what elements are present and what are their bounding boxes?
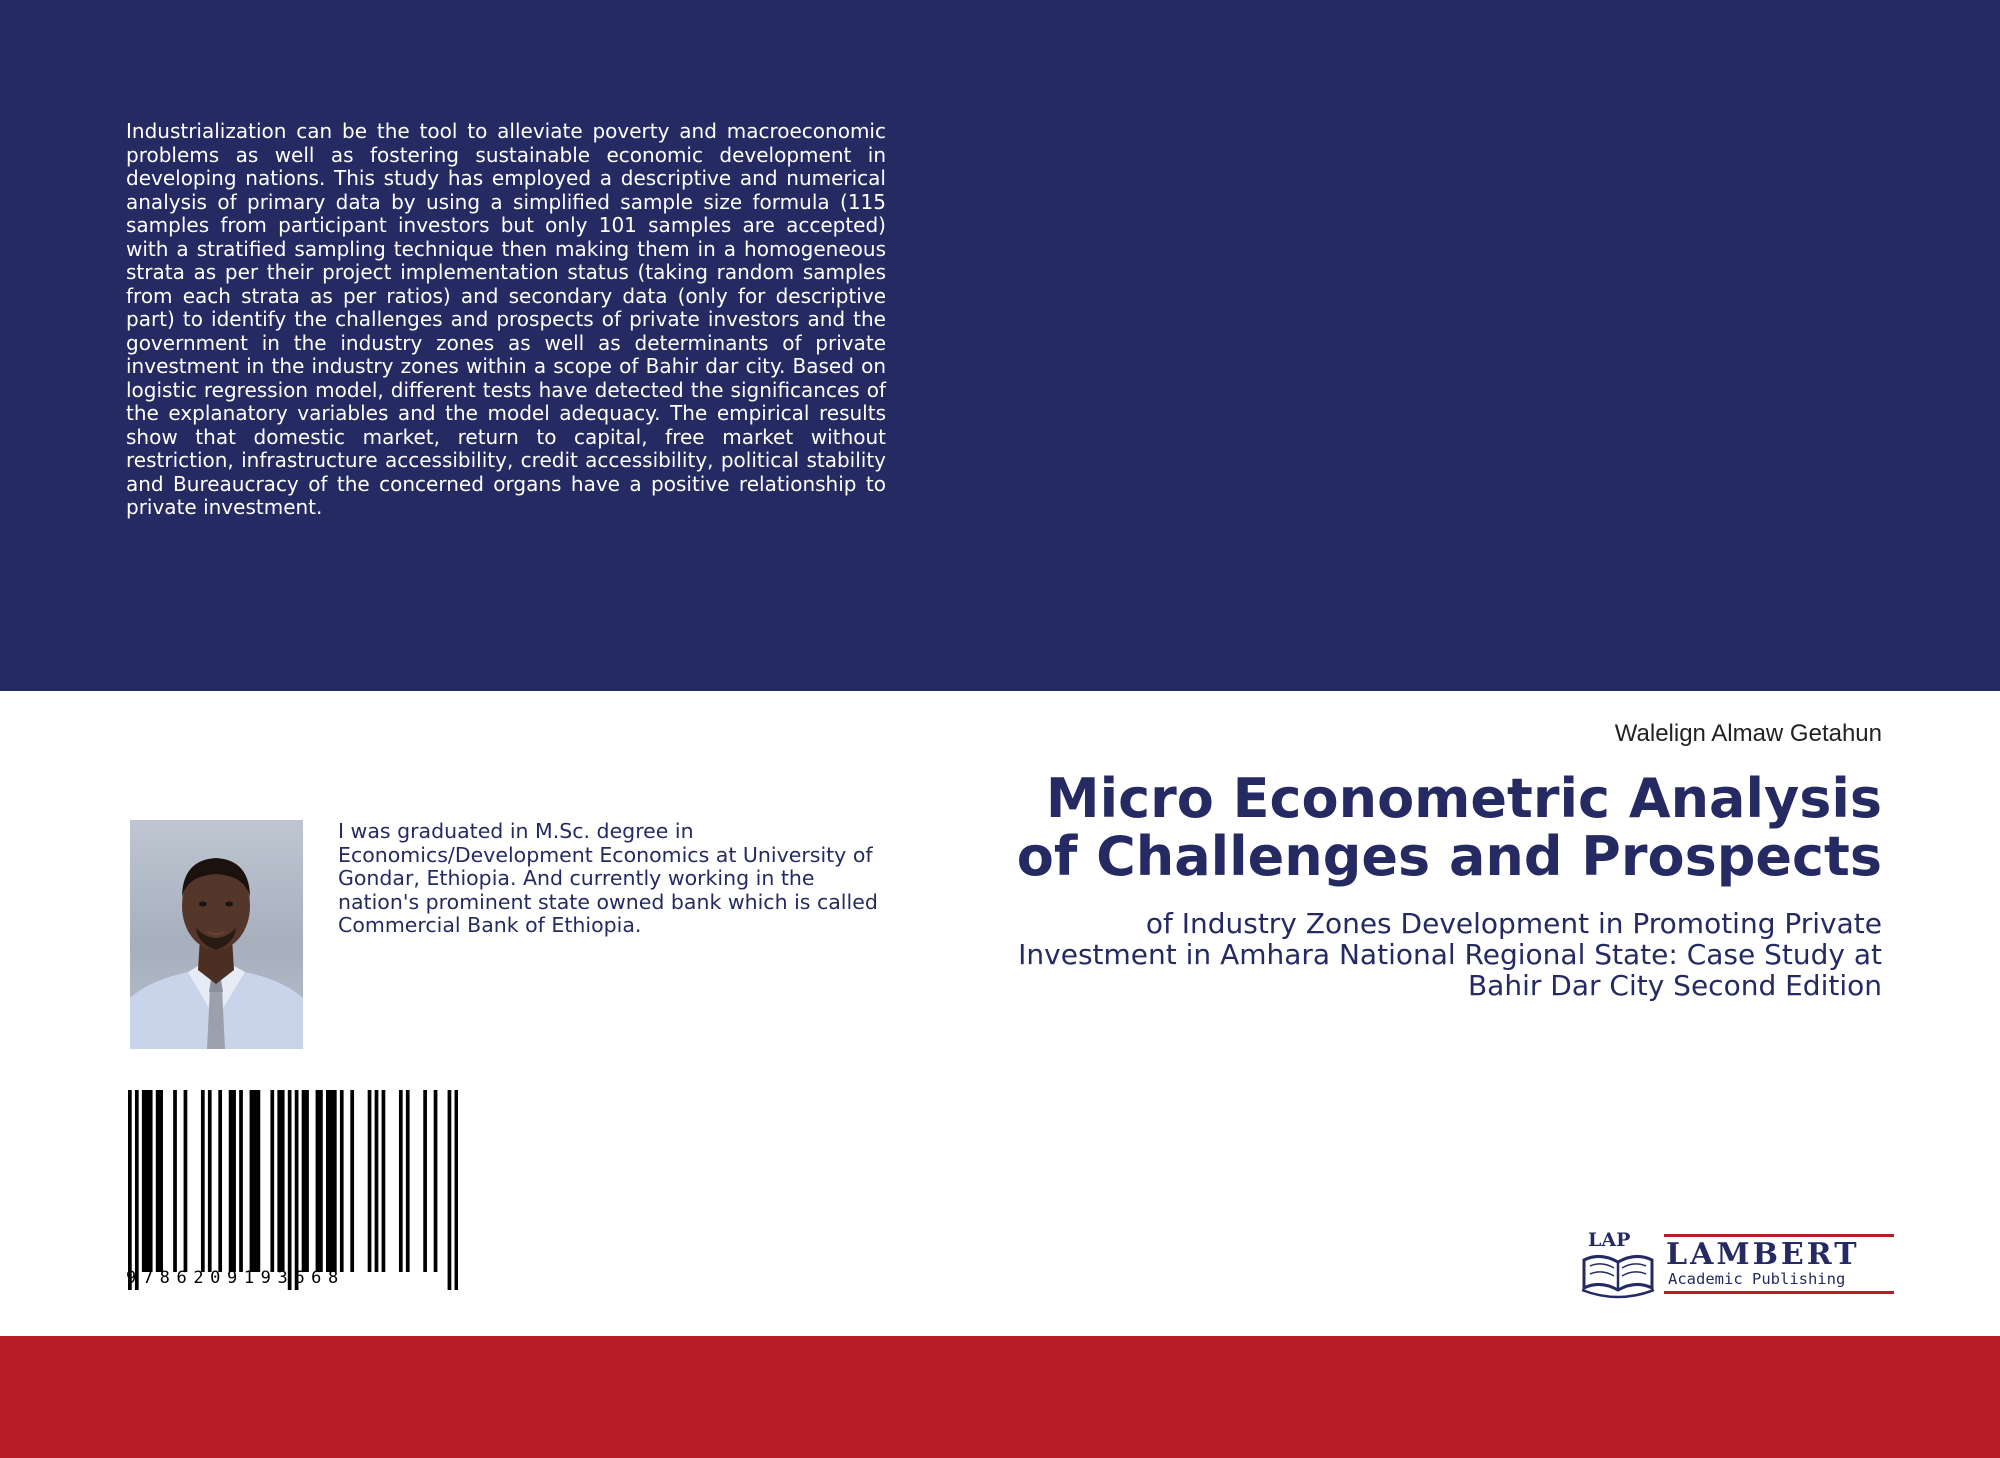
barcode-bar (368, 1090, 372, 1272)
barcode-bar (316, 1090, 320, 1272)
barcode-bar (253, 1090, 257, 1272)
barcode-bar (399, 1090, 403, 1272)
barcode-bar (375, 1090, 379, 1272)
barcode-bar (434, 1090, 438, 1272)
barcode-bar (326, 1090, 330, 1272)
barcode-bar (218, 1090, 222, 1272)
barcode-bar (350, 1090, 354, 1272)
publisher-name: LAMBERT (1666, 1237, 1860, 1272)
barcode-bar (257, 1090, 261, 1272)
barcode-bar (128, 1090, 132, 1290)
barcode-bar (208, 1090, 212, 1272)
barcode-bar (250, 1090, 254, 1272)
barcode-bar (295, 1090, 299, 1290)
barcode-bar (145, 1090, 149, 1272)
barcode-bar (329, 1090, 333, 1272)
book-title: Micro Econometric Analysis of Challenges and Prospects (1016, 767, 1882, 888)
barcode-bar (423, 1090, 427, 1272)
barcode-bar (239, 1090, 243, 1272)
barcode-bar (156, 1090, 160, 1272)
barcode-bar (149, 1090, 153, 1272)
barcode-bar (270, 1090, 274, 1272)
barcode-bar (333, 1090, 337, 1272)
barcode-bar (302, 1090, 306, 1272)
barcode-bar (277, 1090, 281, 1272)
portrait-photo (130, 820, 303, 1049)
barcode-bar (281, 1090, 285, 1272)
publisher-logo (1578, 1224, 1900, 1304)
barcode-bar (142, 1090, 146, 1272)
barcode-bar (229, 1090, 233, 1272)
barcode-bar (232, 1090, 236, 1272)
barcode-bar (455, 1090, 458, 1290)
back-cover-blurb: Industrialization can be the tool to alleviate poverty and macroeconomic problems as well as fostering sustainable economic development in developing nations. This study has employed a descriptive and numerical analysis of primary data by using a simplified sample size formula (115 samples from participant investors but only 101 samples are accepted) with a stratified sampling technique then making them in a homogeneous strata as per their project implementation status (taking random samples from each strata as per ratios) and secondary data (only for descriptive part) to identify the challenges and prospects of private investors and the government in the industry zones as well as determinants of private investment in the industry zones within a scope of Bahir dar city. Based on logistic regression model, different tests have detected the significances of the explanatory variables and the model adequacy. The empirical results show that domestic market, return to capital, free market without restriction, infrastructure accessibility, credit accessibility, political stability and Bureaucracy of the concerned organs have a positive relationship to private investment. (126, 119, 886, 519)
barcode-bar (319, 1090, 323, 1272)
barcode-bar (406, 1090, 410, 1272)
barcode-bar (382, 1090, 386, 1272)
barcode-bar (159, 1090, 163, 1272)
barcode-bar (288, 1090, 292, 1290)
barcode-bar (184, 1090, 188, 1272)
author-bio: I was graduated in M.Sc. degree in Economics/Development Economics at University of Gondar, Ethiopia. And currently working in the nation's prominent state owned bank which is called Commercial Bank of Ethiopia. (338, 819, 878, 937)
barcode-bar (135, 1090, 139, 1290)
logo-mark: LAP (1588, 1229, 1631, 1251)
publisher-tagline: Academic Publishing (1668, 1270, 1846, 1288)
barcode-bar (201, 1090, 205, 1272)
isbn-number: 9786209193668 (126, 1268, 345, 1288)
author-name: Walelign Almaw Getahun (1614, 720, 1882, 747)
author-photo (130, 820, 303, 1049)
open-book-icon (1582, 1229, 1654, 1297)
bottom-red-band (0, 1336, 2000, 1458)
barcode-bar (340, 1090, 344, 1272)
barcode-bar (305, 1090, 309, 1272)
isbn-barcode (128, 1090, 458, 1290)
book-subtitle: of Industry Zones Development in Promoting Private Investment in Amhara National Regional State: Case Study at Bahir Dar City Second Edition (1018, 907, 1882, 1002)
barcode-bar (448, 1090, 452, 1290)
barcode-bar (173, 1090, 177, 1272)
